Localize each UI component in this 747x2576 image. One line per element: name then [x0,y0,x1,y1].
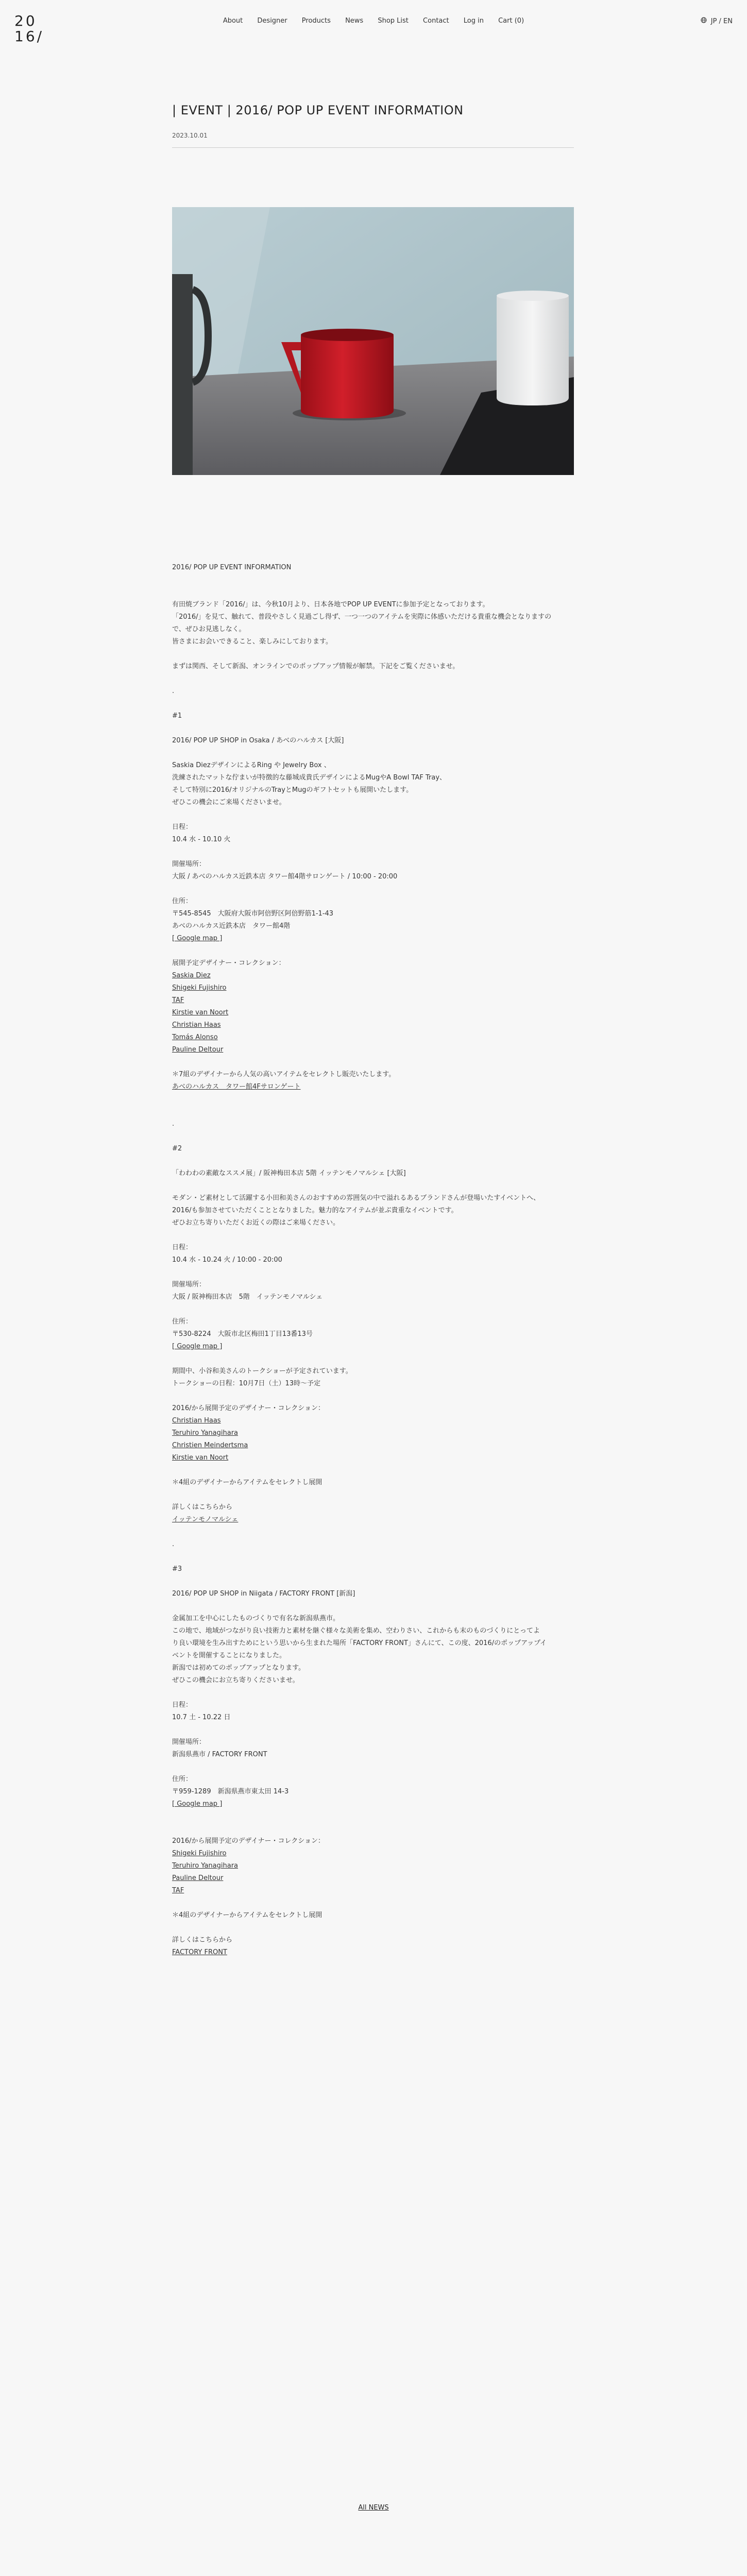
mug-photo-illustration [172,207,574,475]
event-link[interactable]: イッテンモノマルシェ [172,1516,239,1523]
event-desc-line: モダン・ど素材として活躍する小田和美さんのおすすめの雰囲気の中で溢れるあるブランドさんが登場いたすイベントへ、 [172,1194,540,1202]
talk-line: トークショーの日程：10月7日（土）13時〜予定 [172,1380,321,1387]
venue-label: 開催場所： [172,860,206,868]
logo-line1: 20 [14,12,37,29]
date-label: 日程： [172,1701,193,1709]
google-map-link[interactable]: [ Google map ] [172,1343,223,1350]
event-desc-line: り良い環境を生み出すためにという思いから生まれた場所「FACTORY FRONT」さんにて、この度、2016/のポップアップイ [172,1639,547,1647]
lead-text: まずは関西、そして新潟、オンラインでのポップアップ情報が解禁。下記をご覧くださいませ。 [172,663,460,670]
nav-contact[interactable]: Contact [423,17,449,25]
designers-label: 2016/から展開予定のデザイナー・コレクション： [172,1404,325,1412]
title-divider [172,147,574,148]
designer-link[interactable]: Kirstie van Noort [172,1009,229,1016]
designers-label: 2016/から展開予定のデザイナー・コレクション： [172,1837,325,1845]
intro-line: 「2016/」を見て、触れて、普段やさしく見過ごし得ず、一つ一つのアイテムを実際に体感いただける貴重な機会となりますの [172,613,552,621]
nav-shop-list[interactable]: Shop List [378,17,409,25]
article-date: 2023.10.01 [172,132,208,139]
designer-link[interactable]: Kirstie van Noort [172,1454,229,1462]
event-address: 〒959-1289 新潟県燕市東太田 14-3 [172,1788,289,1795]
event-desc-line: ぜひこの機会にお立ち寄りくださいませ。 [172,1676,299,1684]
designer-link[interactable]: Shigeki Fujishiro [172,984,227,992]
event-date: 10.7 土 - 10.22 日 [172,1714,231,1721]
event-link[interactable]: FACTORY FRONT [172,1948,227,1956]
event-link[interactable]: あべのハルカス タワー館4Fサロンゲート [172,1083,301,1091]
event-desc-line: ぜひお立ち寄りいただくお近くの際はご来場ください。 [172,1219,340,1227]
nav-designer[interactable]: Designer [257,17,287,25]
all-news-link[interactable]: All NEWS [358,2504,389,2512]
venue-label: 開催場所： [172,1281,206,1289]
event-desc-line: 2016/も参加させていただくこととなりました。魅力的なアイテムが並ぶ貴重なイベントです。 [172,1207,458,1214]
language-switcher[interactable] [701,17,733,25]
event-address: あべのハルカス近鉄本店 タワー館4階 [172,922,291,930]
separator: . [172,1120,175,1128]
event-name: 「わわわの素敵なススメ展」/ 阪神梅田本店 5階 イッテンモノマルシェ [大阪] [172,1170,406,1177]
nav-cart[interactable]: Cart (0) [498,17,524,25]
date-label: 日程： [172,823,193,831]
intro-line: で、ぜひお見逃しなく。 [172,625,246,633]
event-venue: 新潟県燕市 / FACTORY FRONT [172,1751,267,1758]
intro-line: 皆さまにお会いできること、楽しみにしております。 [172,638,332,646]
event-venue: 大阪 / あべのハルカス近鉄本店 タワー館4階サロンゲート / 10:00 - 20:00 [172,873,398,880]
article-header [172,103,574,148]
designer-link[interactable]: Teruhiro Yanagihara [172,1429,239,1437]
lang-label: JP / EN [710,18,733,25]
event-number: #3 [172,1565,182,1573]
more-label: 詳しくはこちらから [172,1936,233,1944]
designer-link[interactable]: Shigeki Fujishiro [172,1850,227,1857]
event-desc-line: 洗練されたマットな佇まいが特徴的な藤城成貴氏デザインによるMugやA Bowl TAF Tray、 [172,774,447,782]
google-map-link[interactable]: [ Google map ] [172,935,223,942]
event-desc-line: Saskia DiezデザインによるRing や Jewelry Box 、 [172,761,331,769]
event-number: #2 [172,1145,182,1153]
event-name: 2016/ POP UP SHOP in Osaka / あべのハルカス [大阪] [172,737,344,744]
nav-about[interactable]: About [223,17,243,25]
event-date: 10.4 水 - 10.24 火 / 10:00 - 20:00 [172,1256,282,1264]
designer-link[interactable]: TAF [172,996,184,1004]
event-note: ＊7組のデザイナーから人気の高いアイテムをセレクトし販売いたします。 [172,1071,396,1078]
nav-login[interactable]: Log in [463,17,484,25]
article-photo [172,207,574,475]
designer-link[interactable]: TAF [172,1887,184,1894]
event-date: 10.4 水 - 10.10 火 [172,836,231,843]
event-name: 2016/ POP UP SHOP in Niigata / FACTORY FRONT [新潟] [172,1590,355,1598]
venue-label: 開催場所： [172,1738,206,1746]
all-news-row [0,2504,747,2512]
nav-news[interactable]: News [345,17,364,25]
event-desc-line: ベントを開催することになりました。 [172,1652,286,1659]
separator: . [172,1540,175,1548]
nav-products[interactable]: Products [301,17,331,25]
event-desc-line: 新潟では初めてのポップアップとなります。 [172,1664,305,1672]
designer-link[interactable]: Christien Meindertsma [172,1442,248,1449]
designer-link[interactable]: Pauline Deltour [172,1874,224,1882]
article-title: | EVENT | 2016/ POP UP EVENT INFORMATION [172,103,464,117]
event-desc-line: そして特別に2016/オリジナルのTrayとMugのギフトセットも展開いたします。 [172,786,413,794]
article-body [172,562,574,1959]
top-nav [0,17,747,25]
event-venue: 大阪 / 阪神梅田本店 5階 イッテンモノマルシェ [172,1293,323,1301]
body-heading: 2016/ POP UP EVENT INFORMATION [172,564,292,571]
globe-icon [701,17,707,23]
event-number: #1 [172,712,182,720]
event-desc-line: 金属加工を中心にしたものづくりで有名な新潟県燕市。 [172,1615,340,1622]
designer-link[interactable]: Christian Haas [172,1417,221,1425]
designer-link[interactable]: Tomás Alonso [172,1033,218,1041]
address-label: 住所： [172,897,193,905]
designer-link[interactable]: Saskia Diez [172,972,211,979]
logo-line2: 16/ [14,28,44,45]
address-label: 住所： [172,1775,193,1783]
more-label: 詳しくはこちらから [172,1503,233,1511]
event-note: ＊4組のデザイナーからアイテムをセレクトし展開 [172,1479,322,1486]
google-map-link[interactable]: [ Google map ] [172,1800,223,1808]
event-desc-line: この地で、地域がつながり良い技術力と素材を継ぐ様々な美術を集め、空わりさい、これからも末のものづくりにとってよ [172,1627,540,1635]
event-address: 〒530-8224 大阪市北区梅田1丁目13番13号 [172,1330,313,1338]
designer-link[interactable]: Pauline Deltour [172,1046,224,1054]
event-desc-line: ぜひこの機会にご来場くださいませ。 [172,799,286,806]
talk-line: 期間中、小谷和美さんのトークショーが予定されています。 [172,1367,352,1375]
event-address: 〒545-8545 大阪府大阪市阿倍野区阿倍野筋1-1-43 [172,910,334,918]
separator: . [172,687,175,695]
intro-line: 有田焼ブランド「2016/」は、今秋10月より、日本各地でPOP UP EVENTに参加予定となっております。 [172,601,489,608]
designer-link[interactable]: Christian Haas [172,1021,221,1029]
designers-label: 展開予定デザイナー・コレクション： [172,959,285,967]
date-label: 日程： [172,1244,193,1251]
event-note: ＊4組のデザイナーからアイテムをセレクトし展開 [172,1911,322,1919]
address-label: 住所： [172,1318,193,1326]
designer-link[interactable]: Teruhiro Yanagihara [172,1862,239,1870]
